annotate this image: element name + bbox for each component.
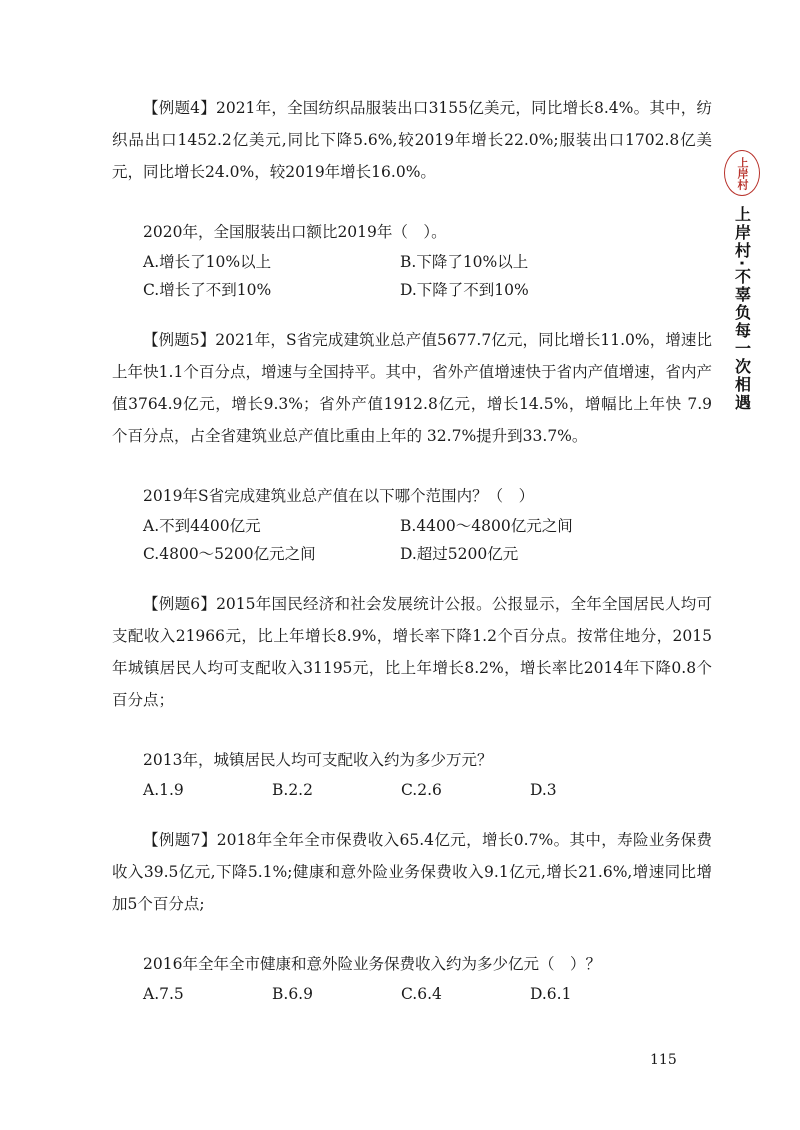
example-5 (112, 324, 712, 568)
option-c: C.6.4 (401, 985, 442, 1003)
example-paragraph: 【例题5】2021年，S省完成建筑业总产值5677.7亿元，同比增长11.0%，增速比上年快1.1个百分点，增速与全国持平。其中，省外产值增速快于省内产值增速，省内产值3764.9亿元，增长9.3%；省外产值1912.8亿元，增长14.5%，增幅比上年快 7.9 个百分点，占全省建筑业总产值比重由上年的 32.7%提升到33.7%。 (112, 331, 712, 445)
slogan-text: 上岸村·不辜负每一次相遇 (732, 206, 752, 413)
sidebar-branding (722, 150, 762, 626)
options-grid (112, 248, 712, 304)
question-text: 2020年，全国服装出口额比2019年（ ）。 (143, 223, 447, 241)
option-c: C.增长了不到10% (143, 281, 272, 299)
option-a: A.增长了10%以上 (143, 253, 272, 271)
options-row (112, 980, 712, 1008)
example-6 (112, 588, 712, 804)
option-d: D.3 (530, 781, 557, 799)
question-text: 2016年全年全市健康和意外险业务保费收入约为多少亿元（ ）？ (143, 955, 601, 973)
example-7 (112, 824, 712, 1008)
question-text: 2019年S省完成建筑业总产值在以下哪个范围内？（ ） (143, 487, 535, 505)
example-paragraph: 【例题6】2015年国民经济和社会发展统计公报。公报显示，全年全国居民人均可支配收入21966元，比上年增长8.9%，增长率下降1.2个百分点。按常住地分，2015年城镇居民人均可支配收入31195元，比上年增长8.2%，增长率比2014年下降0.8个百分点； (112, 595, 712, 709)
option-b: B.下降了10%以上 (400, 253, 529, 271)
seal-text: 上岸村 (736, 156, 749, 190)
options-row (112, 776, 712, 804)
option-d: D.下降了不到10% (400, 281, 529, 299)
option-d: D.6.1 (530, 985, 572, 1003)
option-a: A.不到4400亿元 (143, 517, 261, 535)
page-number: 115 (650, 1052, 677, 1068)
option-a: A.7.5 (143, 985, 184, 1003)
example-paragraph: 【例题4】2021年，全国纺织品服装出口3155亿美元，同比增长8.4%。其中，纺织品出口1452.2亿美元,同比下降5.6%,较2019年增长22.0%;服装出口1702.8亿美元，同比增长24.0%，较2019年增长16.0%。 (112, 99, 712, 181)
option-a: A.1.9 (143, 781, 184, 799)
option-c: C.2.6 (401, 781, 442, 799)
option-b: B.4400～4800亿元之间 (400, 517, 573, 535)
example-4 (112, 92, 712, 304)
question-text: 2013年，城镇居民人均可支配收入约为多少万元？ (143, 751, 493, 769)
example-paragraph: 【例题7】2018年全年全市保费收入65.4亿元，增长0.7%。其中，寿险业务保费收入39.5亿元,下降5.1%;健康和意外险业务保费收入9.1亿元,增长21.6%,增速同比增加5个百分点; (112, 831, 712, 913)
option-b: B.6.9 (272, 985, 313, 1003)
options-grid (112, 512, 712, 568)
option-b: B.2.2 (272, 781, 313, 799)
content-column (112, 92, 712, 1008)
seal-logo-icon (724, 150, 760, 196)
option-d: D.超过5200亿元 (400, 545, 519, 563)
option-c: C.4800～5200亿元之间 (143, 545, 316, 563)
